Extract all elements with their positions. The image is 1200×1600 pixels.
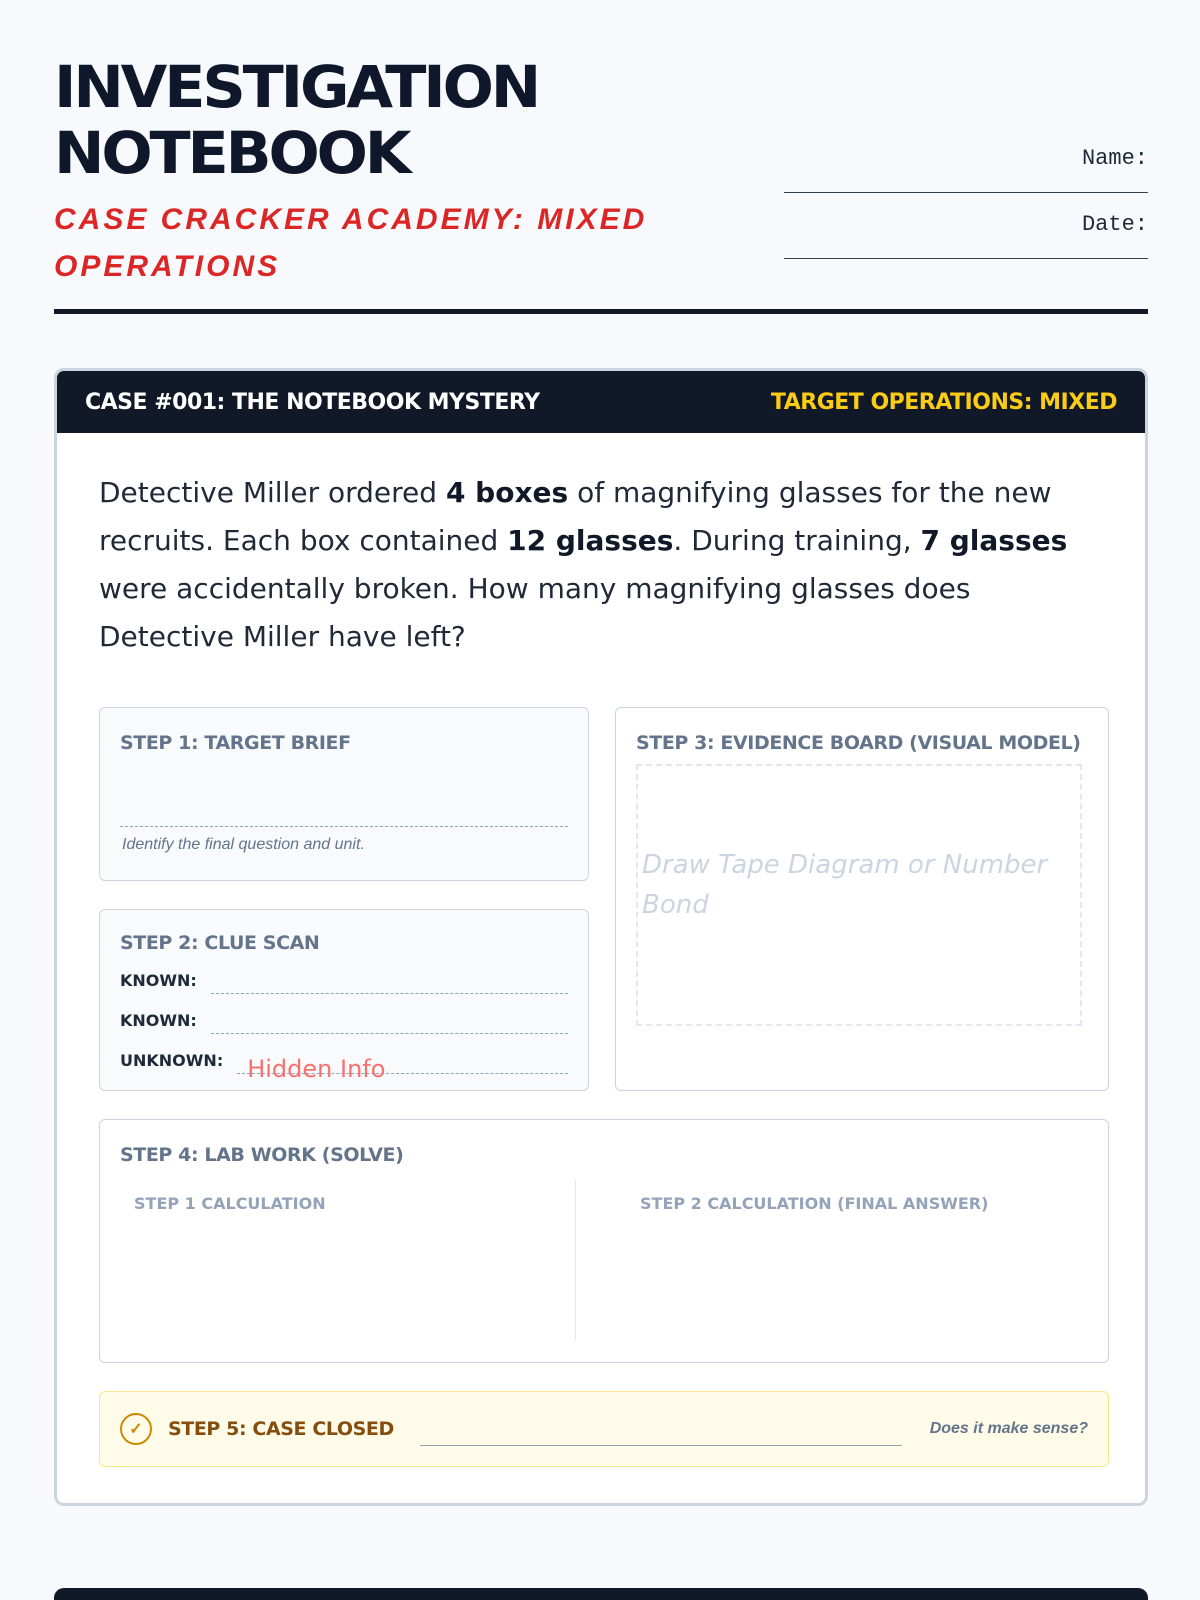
date-line[interactable] [784,258,1148,259]
draw-hint: Draw Tape Diagram or Number Bond [642,850,1048,920]
name-label: Name: [1081,146,1148,171]
visual-model-draw-area[interactable] [636,764,1082,1026]
step1-calculation-label: STEP 1 CALCULATION [134,1194,326,1213]
step1-answer-line[interactable] [120,826,568,827]
known-line-2[interactable] [211,1008,568,1034]
check-circle-icon: ✓ [120,1413,152,1445]
story-bold-2: 12 glasses [507,524,674,557]
calc-divider [575,1180,576,1340]
known-line-1[interactable] [211,968,568,994]
unknown-label: UNKNOWN: [120,1051,224,1070]
story-bold-3: 7 glasses [920,524,1068,557]
known-label-1: KNOWN: [120,971,197,990]
known-label-2: KNOWN: [120,1011,197,1030]
step1-title: STEP 1: TARGET BRIEF [120,732,351,754]
date-field[interactable] [784,212,1148,278]
step5-case-closed [99,1391,1109,1467]
step1-calculation-area[interactable] [134,1180,574,1340]
step4-title: STEP 4: LAB WORK (SOLVE) [120,1144,404,1166]
next-case-header-bar [54,1588,1148,1600]
step3-evidence-board [615,707,1109,1091]
step2-clue-scan [99,909,589,1091]
step5-hint: Does it make sense? [929,1420,1088,1437]
step4-lab-work [99,1119,1109,1363]
student-info [784,146,1148,278]
clue-row-known-2 [120,994,568,1034]
step3-title: STEP 3: EVIDENCE BOARD (VISUAL MODEL) [636,732,1081,754]
clue-row-unknown [120,1034,568,1083]
step5-title: STEP 5: CASE CLOSED [168,1418,394,1440]
story-text-2: of magnifying glasses for the new recruits. Each box contained [99,476,1052,557]
name-line[interactable] [784,192,1148,193]
story-text-1: Detective Miller ordered [99,476,446,509]
title-line-1: INVESTIGATION [54,53,539,121]
step1-target-brief [99,707,589,881]
step2-title: STEP 2: CLUE SCAN [120,932,320,954]
page-subtitle: CASE CRACKER ACADEMY: MIXED OPERATIONS [54,203,648,283]
case-target: TARGET OPERATIONS: MIXED [770,389,1117,415]
step1-hint: Identify the final question and unit. [122,836,365,853]
page-header [54,54,1148,314]
date-label: Date: [1081,212,1148,237]
step2-calculation-label: STEP 2 CALCULATION (FINAL ANSWER) [640,1194,989,1213]
case-title: CASE #001: THE NOTEBOOK MYSTERY [85,389,540,415]
title-line-2: NOTEBOOK [54,119,409,187]
hidden-info-text: Hidden Info [247,1055,386,1083]
story-bold-1: 4 boxes [445,476,569,509]
story-text-4: were accidentally broken. How many magnifying glasses does Detective Miller have left? [99,572,971,653]
case-story [99,469,1109,661]
final-answer-line[interactable] [420,1412,902,1446]
name-field[interactable] [784,146,1148,212]
story-text-3: . During training, [673,524,921,557]
unknown-line[interactable] [237,1048,568,1083]
step2-calculation-area[interactable] [640,1180,1080,1340]
clue-row-known-1 [120,954,568,994]
case-header-bar [57,371,1145,433]
case-card [54,368,1148,1506]
